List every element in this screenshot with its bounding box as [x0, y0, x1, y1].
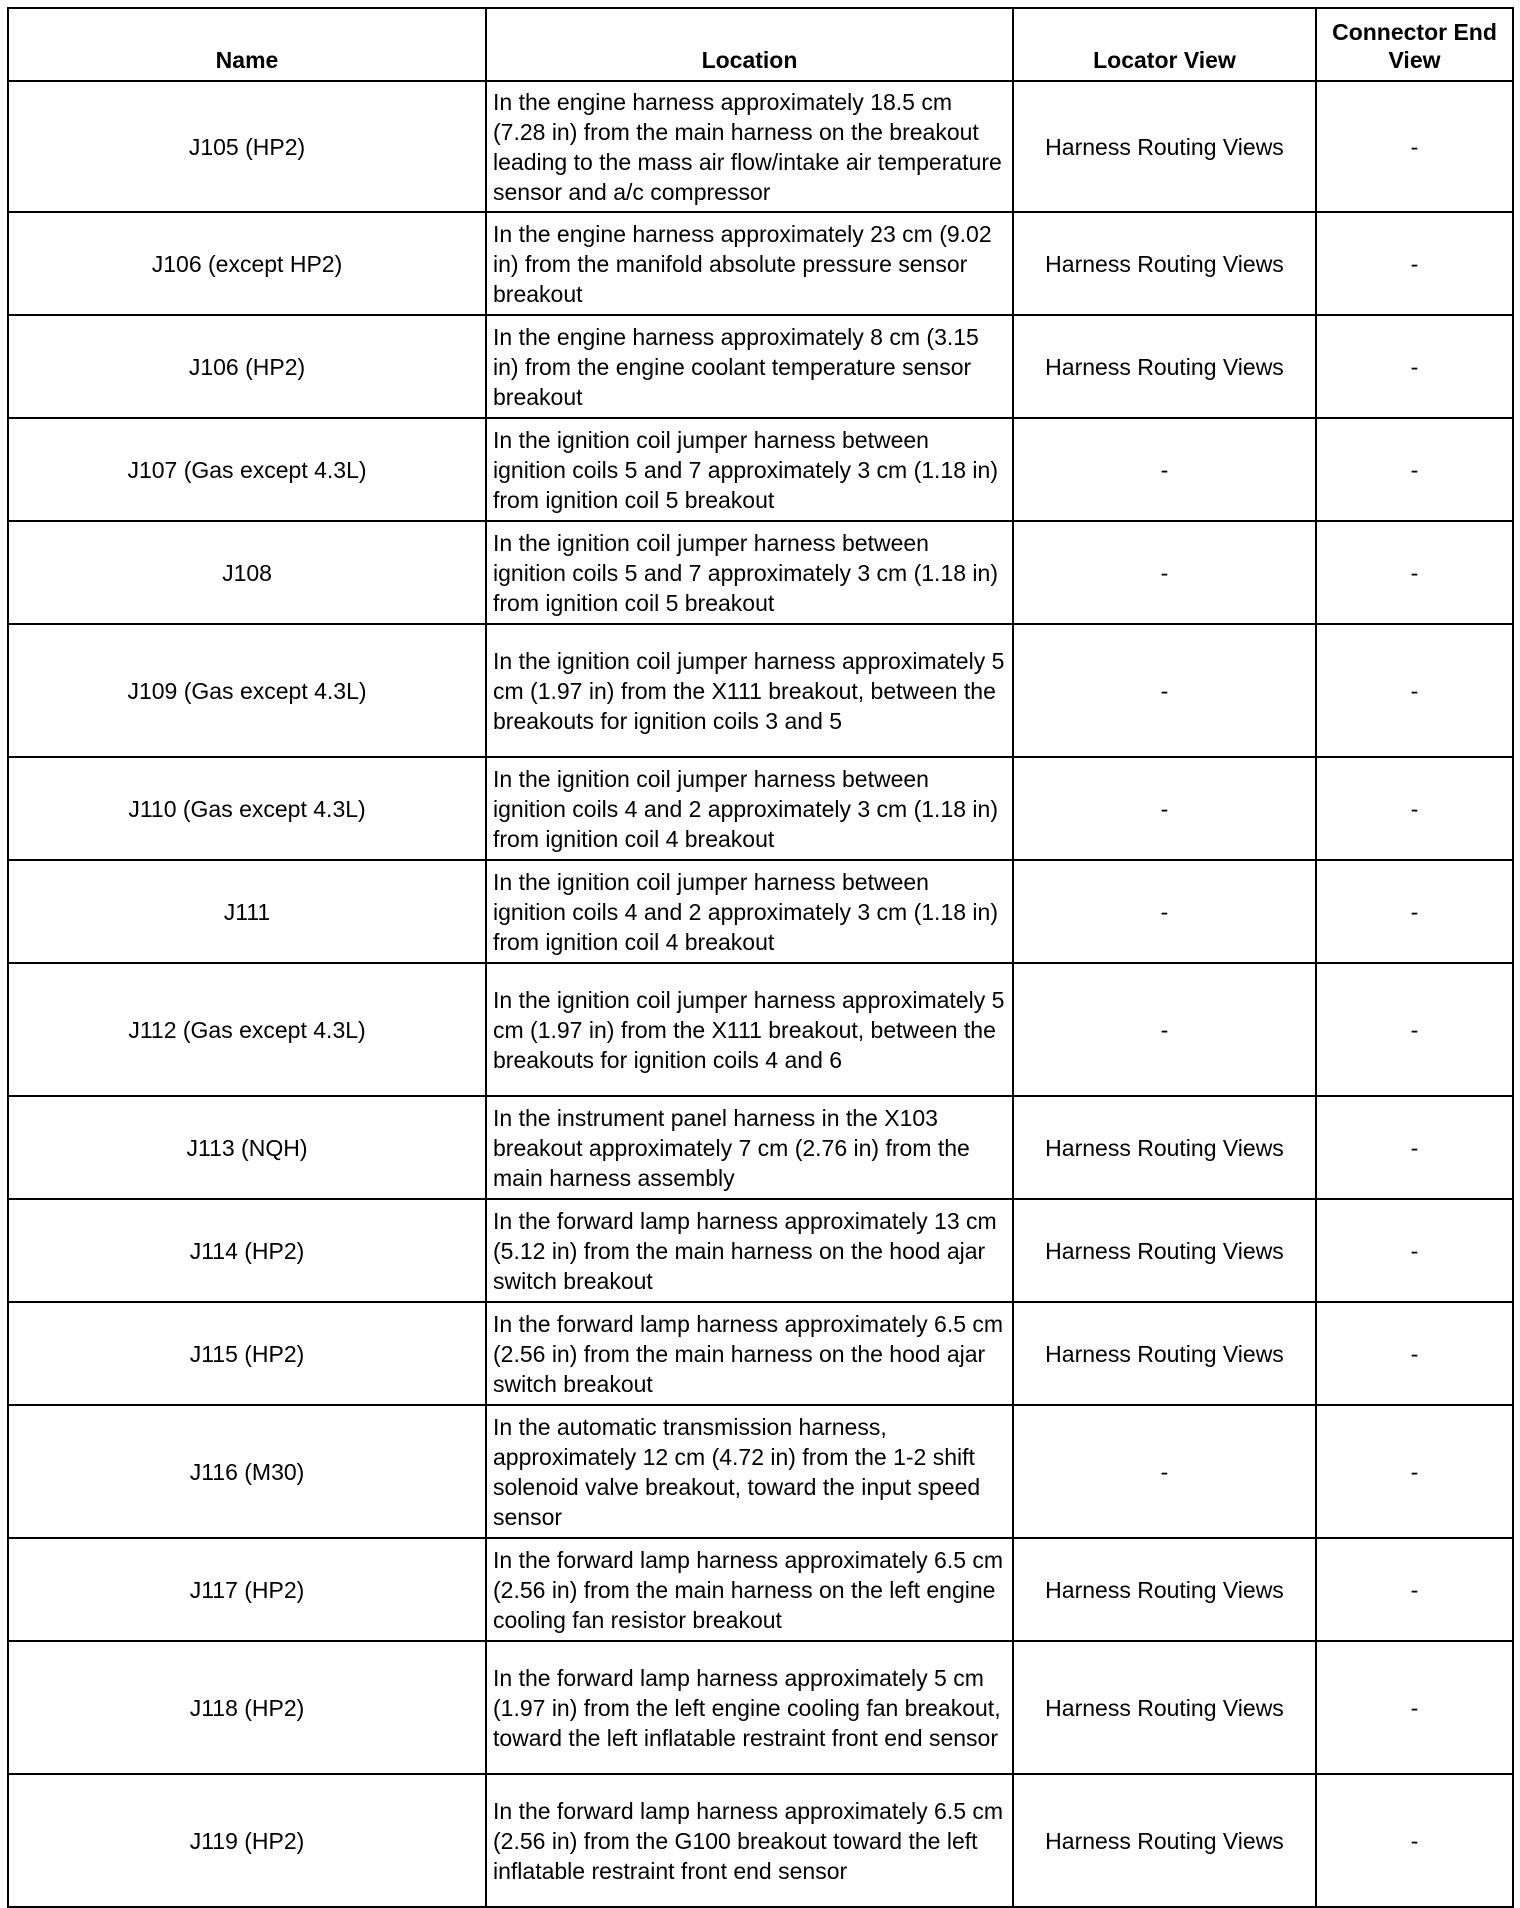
cell-locator-view: Harness Routing Views [1013, 1199, 1316, 1302]
cell-name: J108 [8, 521, 486, 624]
cell-name: J111 [8, 860, 486, 963]
cell-name: J106 (HP2) [8, 315, 486, 418]
header-connector-end-view: Connector End View [1316, 8, 1513, 81]
cell-locator-view: Harness Routing Views [1013, 81, 1316, 212]
cell-location: In the forward lamp harness approximately 5 cm (1.97 in) from the left engine cooling fan breakout, toward the left inflatable restraint front end sensor [486, 1641, 1013, 1774]
cell-location: In the ignition coil jumper harness approximately 5 cm (1.97 in) from the X111 breakout, between the breakouts for ignition coils 4 and 6 [486, 963, 1013, 1096]
table-row [8, 1538, 1513, 1641]
table-row [8, 860, 1513, 963]
cell-locator-view: Harness Routing Views [1013, 212, 1316, 315]
header-location: Location [486, 8, 1013, 81]
header-locator-view: Locator View [1013, 8, 1316, 81]
cell-connector-end-view: - [1316, 1405, 1513, 1538]
cell-location: In the instrument panel harness in the X103 breakout approximately 7 cm (2.76 in) from the main harness assembly [486, 1096, 1013, 1199]
table-row [8, 963, 1513, 1096]
table-row [8, 418, 1513, 521]
cell-name: J109 (Gas except 4.3L) [8, 624, 486, 757]
table-row [8, 1405, 1513, 1538]
table-row [8, 81, 1513, 212]
cell-locator-view: - [1013, 963, 1316, 1096]
cell-locator-view: Harness Routing Views [1013, 1641, 1316, 1774]
cell-name: J114 (HP2) [8, 1199, 486, 1302]
table-row [8, 1096, 1513, 1199]
cell-connector-end-view: - [1316, 1538, 1513, 1641]
cell-locator-view: - [1013, 521, 1316, 624]
cell-location: In the engine harness approximately 23 cm (9.02 in) from the manifold absolute pressure sensor breakout [486, 212, 1013, 315]
cell-name: J112 (Gas except 4.3L) [8, 963, 486, 1096]
cell-location: In the forward lamp harness approximately 6.5 cm (2.56 in) from the main harness on the left engine cooling fan resistor breakout [486, 1538, 1013, 1641]
table-row [8, 1199, 1513, 1302]
cell-locator-view: - [1013, 1405, 1316, 1538]
cell-location: In the automatic transmission harness, approximately 12 cm (4.72 in) from the 1-2 shift solenoid valve breakout, toward the input speed sensor [486, 1405, 1013, 1538]
cell-connector-end-view: - [1316, 315, 1513, 418]
cell-location: In the ignition coil jumper harness between ignition coils 4 and 2 approximately 3 cm (1.18 in) from ignition coil 4 breakout [486, 757, 1013, 860]
cell-locator-view: - [1013, 624, 1316, 757]
cell-connector-end-view: - [1316, 860, 1513, 963]
cell-location: In the ignition coil jumper harness between ignition coils 5 and 7 approximately 3 cm (1.18 in) from ignition coil 5 breakout [486, 418, 1013, 521]
cell-name: J116 (M30) [8, 1405, 486, 1538]
cell-locator-view: Harness Routing Views [1013, 315, 1316, 418]
table-body [8, 81, 1513, 1907]
table-row [8, 1641, 1513, 1774]
cell-location: In the forward lamp harness approximately 13 cm (5.12 in) from the main harness on the hood ajar switch breakout [486, 1199, 1013, 1302]
cell-name: J117 (HP2) [8, 1538, 486, 1641]
cell-name: J107 (Gas except 4.3L) [8, 418, 486, 521]
table-row [8, 212, 1513, 315]
header-row [8, 8, 1513, 81]
cell-connector-end-view: - [1316, 963, 1513, 1096]
cell-locator-view: - [1013, 418, 1316, 521]
cell-connector-end-view: - [1316, 1096, 1513, 1199]
cell-name: J119 (HP2) [8, 1774, 486, 1907]
table-row [8, 1774, 1513, 1907]
cell-name: J118 (HP2) [8, 1641, 486, 1774]
cell-location: In the ignition coil jumper harness approximately 5 cm (1.97 in) from the X111 breakout, between the breakouts for ignition coils 3 and 5 [486, 624, 1013, 757]
cell-connector-end-view: - [1316, 1302, 1513, 1405]
table-row [8, 315, 1513, 418]
cell-connector-end-view: - [1316, 212, 1513, 315]
cell-name: J115 (HP2) [8, 1302, 486, 1405]
cell-connector-end-view: - [1316, 418, 1513, 521]
cell-connector-end-view: - [1316, 757, 1513, 860]
cell-location: In the forward lamp harness approximately 6.5 cm (2.56 in) from the G100 breakout toward the left inflatable restraint front end sensor [486, 1774, 1013, 1907]
cell-location: In the engine harness approximately 8 cm (3.15 in) from the engine coolant temperature sensor breakout [486, 315, 1013, 418]
cell-locator-view: - [1013, 757, 1316, 860]
cell-name: J106 (except HP2) [8, 212, 486, 315]
cell-locator-view: Harness Routing Views [1013, 1302, 1316, 1405]
table-row [8, 624, 1513, 757]
table-row [8, 757, 1513, 860]
header-name: Name [8, 8, 486, 81]
cell-connector-end-view: - [1316, 521, 1513, 624]
cell-location: In the forward lamp harness approximately 6.5 cm (2.56 in) from the main harness on the hood ajar switch breakout [486, 1302, 1013, 1405]
cell-locator-view: Harness Routing Views [1013, 1774, 1316, 1907]
cell-name: J113 (NQH) [8, 1096, 486, 1199]
cell-location: In the ignition coil jumper harness between ignition coils 4 and 2 approximately 3 cm (1.18 in) from ignition coil 4 breakout [486, 860, 1013, 963]
cell-connector-end-view: - [1316, 1641, 1513, 1774]
cell-locator-view: - [1013, 860, 1316, 963]
cell-locator-view: Harness Routing Views [1013, 1096, 1316, 1199]
cell-connector-end-view: - [1316, 1774, 1513, 1907]
cell-location: In the engine harness approximately 18.5 cm (7.28 in) from the main harness on the breakout leading to the mass air flow/intake air temperature sensor and a/c compressor [486, 81, 1013, 212]
cell-name: J105 (HP2) [8, 81, 486, 212]
cell-connector-end-view: - [1316, 624, 1513, 757]
cell-location: In the ignition coil jumper harness between ignition coils 5 and 7 approximately 3 cm (1.18 in) from ignition coil 5 breakout [486, 521, 1013, 624]
cell-connector-end-view: - [1316, 1199, 1513, 1302]
table-row [8, 521, 1513, 624]
cell-name: J110 (Gas except 4.3L) [8, 757, 486, 860]
cell-locator-view: Harness Routing Views [1013, 1538, 1316, 1641]
table-row [8, 1302, 1513, 1405]
cell-connector-end-view: - [1316, 81, 1513, 212]
splice-location-table [7, 7, 1514, 1908]
